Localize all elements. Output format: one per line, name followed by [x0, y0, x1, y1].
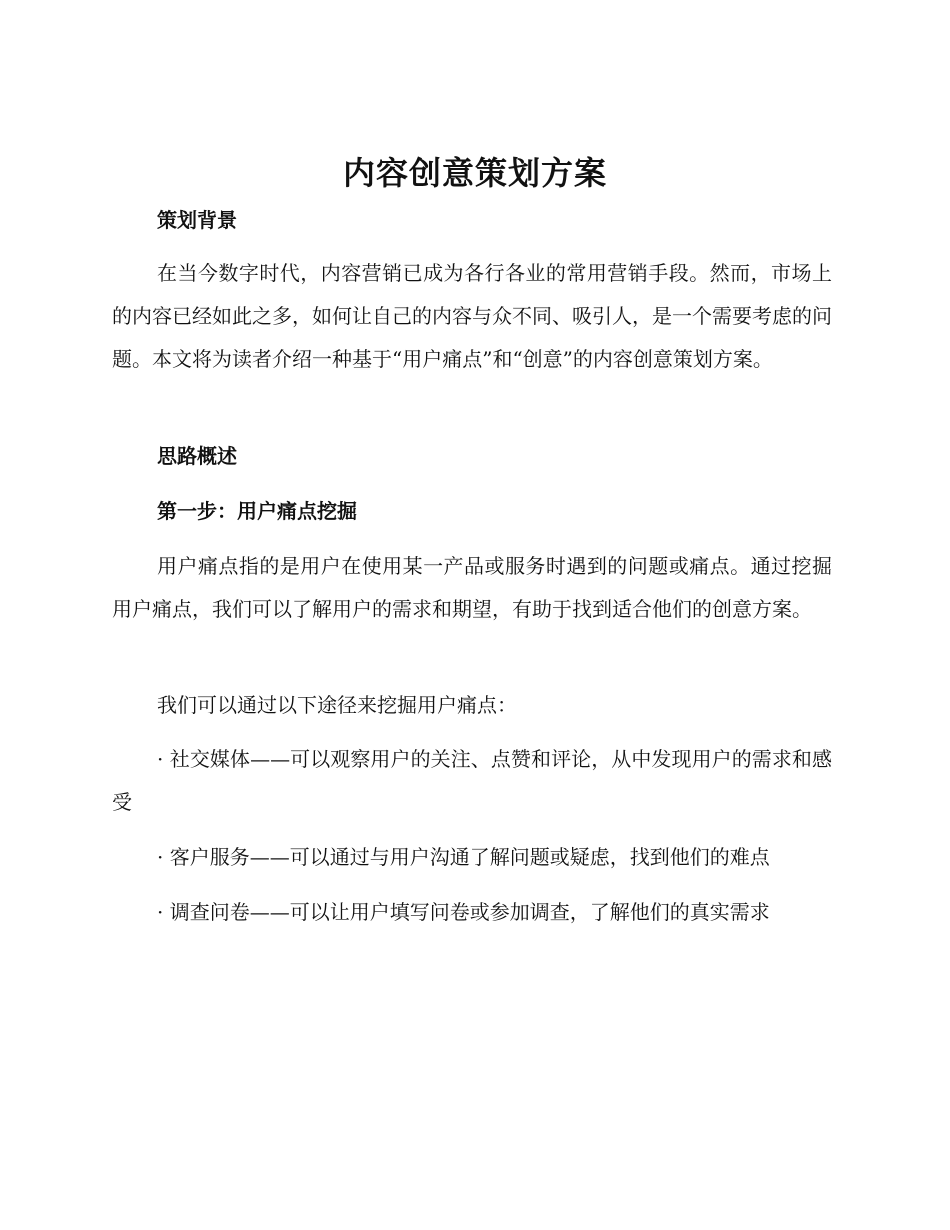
paragraph-methods-intro: 我们可以通过以下途径来挖掘用户痛点： [157, 693, 517, 717]
document-title: 内容创意策划方案 [342, 154, 607, 192]
section-heading-background: 策划背景 [157, 208, 237, 232]
list-item-method: · 客户服务——可以通过与用户沟通了解问题或疑虑，找到他们的难点 [157, 845, 770, 869]
paragraph-background: 在当今数字时代，内容营销已成为各行各业的常用营销手段。然而，市场上的内容已经如此之多，如何让自己的内容与众不同、吸引人，是一个需要考虑的问题。本文将为读者介绍一种基于“用户痛点”和“创意”的内容创意策划方案。 [112, 261, 832, 371]
section-heading-step1: 第一步：用户痛点挖掘 [157, 499, 357, 523]
list-item-method: · 调查问卷——可以让用户填写问卷或参加调查，了解他们的真实需求 [157, 900, 770, 924]
list-item-method: · 社交媒体——可以观察用户的关注、点赞和评论，从中发现用户的需求和感受 [112, 747, 832, 814]
section-heading-overview: 思路概述 [157, 444, 237, 468]
paragraph-step1: 用户痛点指的是用户在使用某一产品或服务时遇到的问题或痛点。通过挖掘用户痛点，我们可以了解用户的需求和期望，有助于找到适合他们的创意方案。 [112, 554, 832, 621]
